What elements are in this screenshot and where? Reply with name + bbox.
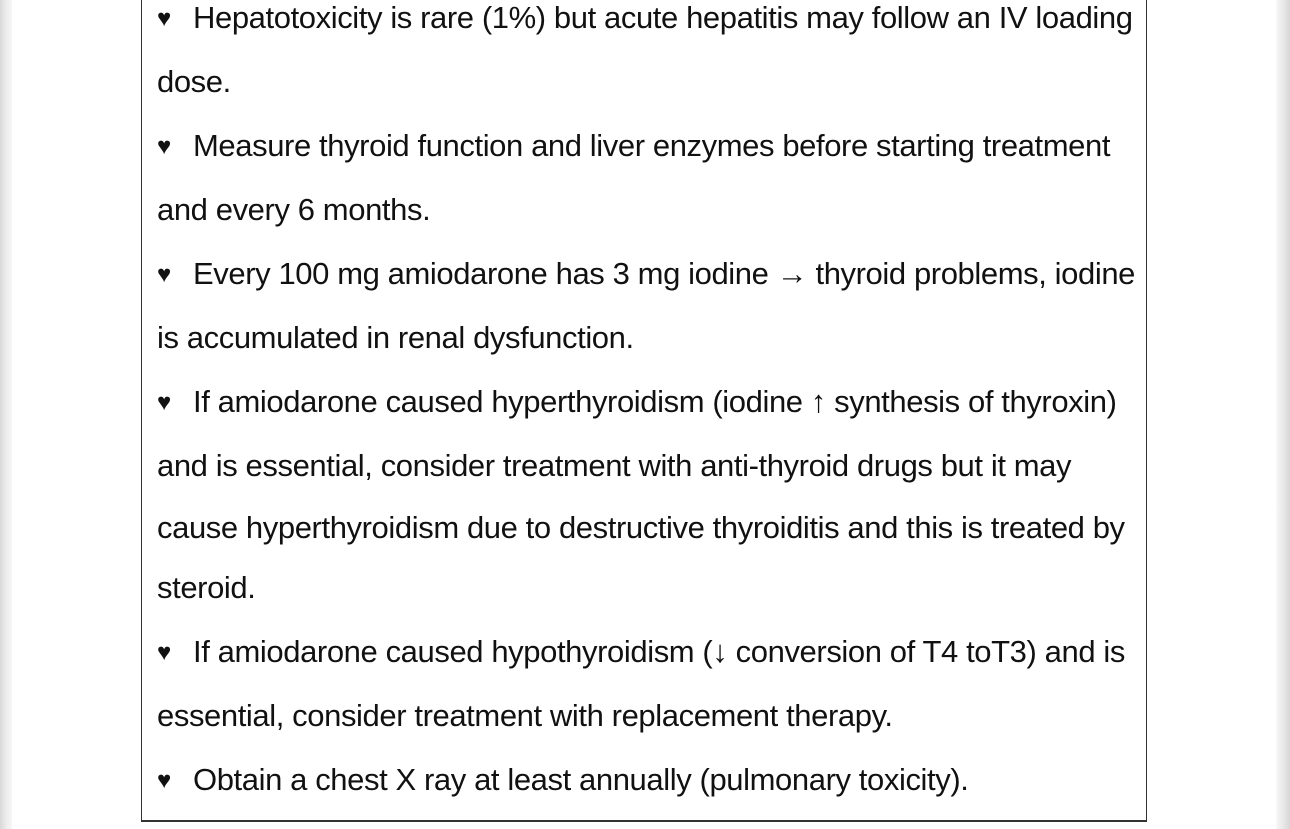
line-text: and is essential, consider treatment with anti-thyroid drugs but it may xyxy=(157,448,1072,483)
continuation-line xyxy=(157,64,231,100)
heart-bullet-icon: ♥ xyxy=(157,133,171,160)
bullet-line-hyperthyroidism xyxy=(157,384,1117,421)
page-right-shadow xyxy=(1276,0,1290,829)
line-text: If amiodarone caused hyperthyroidism (iodine ↑ synthesis of thyroxin) xyxy=(193,384,1117,419)
line-text: Measure thyroid function and liver enzymes before starting treatment xyxy=(193,128,1111,163)
continuation-line xyxy=(157,698,893,734)
heart-bullet-icon: ♥ xyxy=(157,639,171,666)
line-text: Hepatotoxicity is rare (1%) but acute hepatitis may follow an IV loading xyxy=(193,0,1133,35)
line-text: is accumulated in renal dysfunction. xyxy=(157,320,634,355)
line-text: cause hyperthyroidism due to destructive thyroiditis and this is treated by xyxy=(157,510,1125,545)
heart-bullet-icon: ♥ xyxy=(157,5,171,32)
line-text: dose. xyxy=(157,64,231,99)
continuation-line xyxy=(157,192,430,228)
line-text: Obtain a chest X ray at least annually (pulmonary toxicity). xyxy=(193,762,969,797)
continuation-line xyxy=(157,448,1071,484)
bullet-line-chest-xray xyxy=(157,762,968,799)
bullet-line-iodine xyxy=(157,256,1135,293)
line-text: and every 6 months. xyxy=(157,192,431,227)
line-text: steroid. xyxy=(157,570,256,605)
bullet-line-hepatotoxicity xyxy=(157,0,1133,37)
bullet-line-measure-thyroid xyxy=(157,128,1110,165)
heart-bullet-icon: ♥ xyxy=(157,261,171,288)
continuation-line xyxy=(157,570,255,606)
line-text: If amiodarone caused hypothyroidism (↓ conversion of T4 toT3) and is xyxy=(193,634,1125,669)
heart-bullet-icon: ♥ xyxy=(157,389,171,416)
bullet-line-hypothyroidism xyxy=(157,634,1125,671)
heart-bullet-icon: ♥ xyxy=(157,767,171,794)
continuation-line xyxy=(157,510,1125,546)
line-text: Every 100 mg amiodarone has 3 mg iodine → thyroid problems, iodine xyxy=(193,256,1136,291)
page-left-shadow xyxy=(0,0,12,829)
continuation-line xyxy=(157,320,634,356)
line-text: essential, consider treatment with replacement therapy. xyxy=(157,698,893,733)
